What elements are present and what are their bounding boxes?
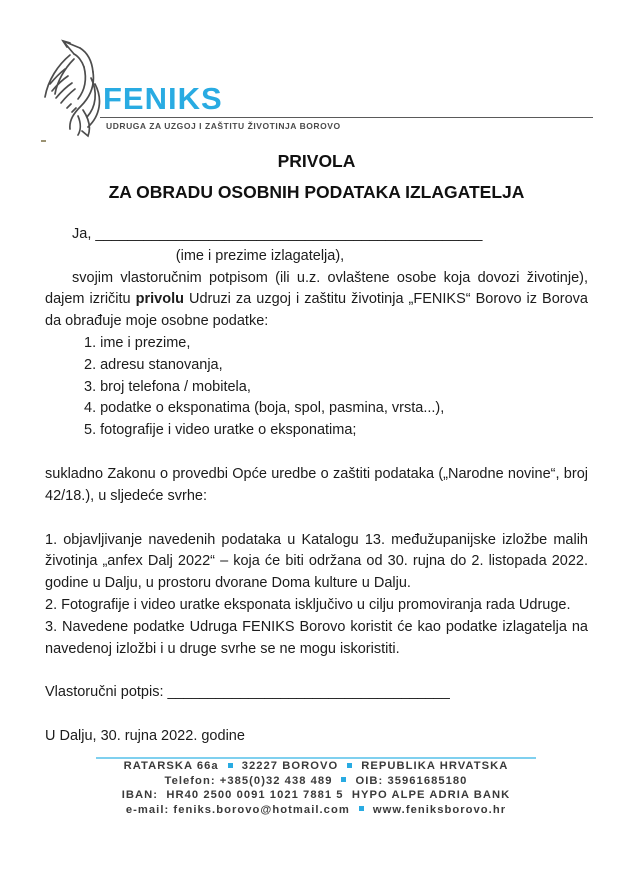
signature-blank-line: ___________________________________ xyxy=(167,684,450,701)
list-item: 2. adresu stanovanja, xyxy=(84,356,223,373)
personal-data-list xyxy=(84,333,588,442)
brand-tagline: UDRUGA ZA UZGOJ I ZAŠTITU ŽIVOTINJA BOROVO xyxy=(106,121,341,131)
intro-text-before: svojim vlastoručnim potpisom (ili u.z. ovlaštene osobe koja dovozi životinje), dajem izričitu xyxy=(45,269,588,308)
footer-country: REPUBLIKA HRVATSKA xyxy=(361,760,509,772)
footer-street: RATARSKA 66a xyxy=(123,760,219,772)
document-title xyxy=(45,146,588,208)
bullet-square-icon xyxy=(228,763,233,768)
title-line-2: ZA OBRADU OSOBNIH PODATAKA IZLAGATELJA xyxy=(108,182,525,202)
footer-email: e-mail: feniks.borovo@hotmail.com xyxy=(125,803,350,816)
intro-paragraph xyxy=(45,268,588,333)
date-line: U Dalju, 30. rujna 2022. godine xyxy=(45,728,245,745)
purpose-paragraph-2: 2. Fotografije i video uratke eksponata isključivo u cilju promoviranja rada Udruge. xyxy=(45,596,571,613)
name-caption: (ime i prezime izlagatelja), xyxy=(175,247,345,264)
footer-website: www.feniksborovo.hr xyxy=(372,803,507,816)
purpose-paragraph-3: 3. Navedene podatke Udruga FENIKS Borovo koristit će kao podatke izlagatelja na navedenoj izložbi i u druge svrhe se ne mogu iskoristiti. xyxy=(45,618,588,657)
bullet-square-icon xyxy=(341,777,346,782)
list-item: 4. podatke o eksponatima (boja, spol, pasmina, vrsta...), xyxy=(84,400,445,417)
footer-web-line xyxy=(0,804,632,818)
footer-address-line xyxy=(0,760,632,774)
document-body xyxy=(45,224,588,748)
intro-bold-privolu: privolu xyxy=(135,291,184,308)
intro-text-after: Udruzi za uzgoj i zaštitu životinja „FENIKS“ Borovo iz Borova da obrađuje moje osobne podatke: xyxy=(45,291,588,330)
signature-line xyxy=(45,682,588,704)
brand-name: FENIKS xyxy=(103,81,223,116)
name-blank-line: ________________________________________________ xyxy=(95,226,483,242)
footer-iban-line: IBAN: HR40 2500 0091 1021 7881 5 HYPO ALPE ADRIA BANK xyxy=(121,789,511,802)
footer-city: 32227 BOROVO xyxy=(241,760,339,772)
list-item: 5. fotografije i video uratke o eksponatima; xyxy=(84,422,357,439)
footer-oib: OIB: 35961685180 xyxy=(355,774,468,787)
bullet-square-icon xyxy=(359,806,364,811)
ja-label: Ja, xyxy=(72,226,96,242)
list-item: 3. broj telefona / mobitela, xyxy=(84,378,251,395)
footer-divider-line xyxy=(96,757,536,759)
title-line-1: PRIVOLA xyxy=(277,151,356,171)
document-footer xyxy=(0,757,632,817)
law-paragraph: sukladno Zakonu o provedbi Opće uredbe o zaštiti podataka („Narodne novine“, broj 42/18.), u sljedeće svrhe: xyxy=(45,465,588,504)
footer-phone-line xyxy=(0,775,632,789)
footer-phone: Telefon: +385(0)32 438 489 xyxy=(164,774,333,787)
name-line xyxy=(45,224,588,246)
list-item: 1. ime i prezime, xyxy=(84,334,191,351)
bullet-square-icon xyxy=(347,763,352,768)
header-divider-line xyxy=(100,117,593,118)
signature-label: Vlastoručni potpis: xyxy=(45,684,168,701)
stray-print-mark xyxy=(41,140,46,142)
purpose-paragraph-1: 1. objavljivanje navedenih podataka u Katalogu 13. međužupanijske izložbe malih životinja „anfex Dalj 2022“ – koja će biti održana od 30. rujna do 2. listopada 2022. godine u Dalju, u prostoru dvorane Doma kulture u Dalju. xyxy=(45,531,588,592)
